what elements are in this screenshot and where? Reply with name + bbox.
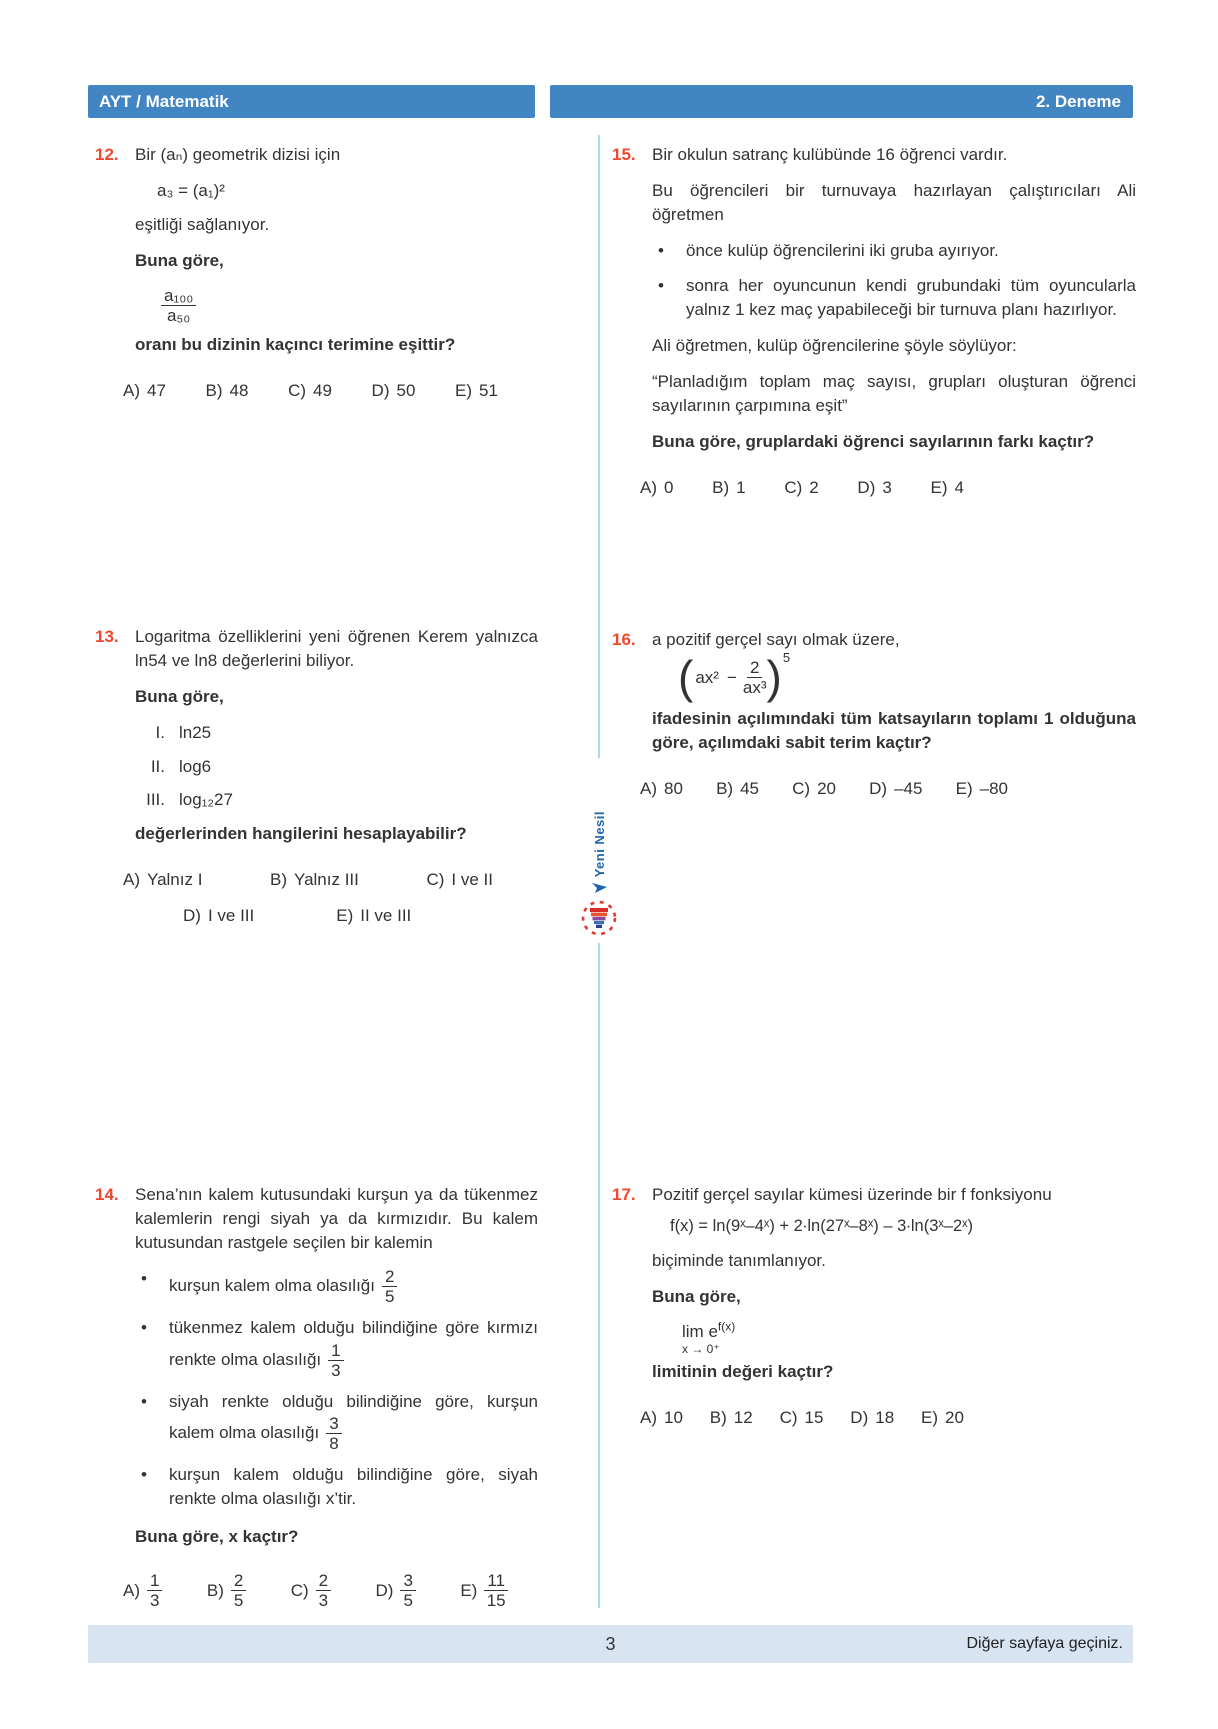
option-b: B) 48: [205, 380, 249, 400]
question-12: [95, 143, 538, 403]
page-number: 3: [605, 1633, 616, 1654]
option-e: E) 11 15: [460, 1571, 508, 1610]
bullet-icon: •: [141, 1269, 147, 1289]
question-13-options-row2: [183, 904, 538, 928]
fraction-denominator: a₅₀: [166, 305, 191, 325]
exam-edition-title: 2. Deneme: [1035, 91, 1121, 111]
option-d: D) 3: [857, 478, 892, 498]
question-17-after-formula: biçiminde tanımlanıyor.: [652, 1250, 826, 1270]
option-b: B) 1: [712, 478, 746, 498]
question-13-number: 13.: [95, 627, 119, 646]
option-a: A) 80: [640, 779, 683, 799]
option-c: C) 20: [792, 779, 836, 799]
question-16-intro: a pozitif gerçel sayı olmak üzere,: [652, 630, 900, 649]
question-13-intro: Logaritma özelliklerini yeni öğrenen Kerem yalnızca ln54 ve ln8 değerlerini biliyor.: [135, 627, 538, 671]
bullet-item-1: • kurşun kalem olma olasılığı $\frac{2}{5}$: [135, 1267, 538, 1306]
question-17-prompt: limitinin değeri kaçtır?: [652, 1362, 834, 1382]
option-e: E) –80: [955, 779, 1008, 799]
option-a: A) 0: [640, 478, 674, 498]
bullet-icon: •: [141, 1391, 147, 1411]
bullet-icon: •: [141, 1318, 147, 1338]
question-15-para2: Bu öğrencileri bir turnuvaya hazırlayan çalıştırıcıları Ali öğretmen: [652, 181, 1136, 225]
close-paren: ): [766, 651, 782, 704]
statement-item-2: II. log6: [150, 756, 212, 776]
question-16-prompt: ifadesinin açılımındaki tüm katsayıların toplamı 1 olduğuna göre, açılımdaki sabit terim kaçtır?: [652, 709, 1136, 753]
statement-item-3: III. log₁₂27: [146, 789, 233, 809]
question-17-formula: f(x) = ln(9ˣ–4ˣ) + 2∙ln(27ˣ–8ˣ) – 3∙ln(3ˣ–2ˣ): [670, 1217, 974, 1236]
question-12-number: 12.: [95, 145, 119, 164]
option-d: D) –45: [869, 779, 923, 799]
question-14: [95, 1183, 538, 1610]
option-b: B) 12: [709, 1408, 753, 1428]
question-17-intro: Pozitif gerçel sayılar kümesi üzerinde bir f fonksiyonu: [652, 1185, 1052, 1204]
question-17-options: [640, 1406, 964, 1430]
question-12-options: [123, 379, 498, 403]
question-16: [612, 628, 1136, 802]
question-12-fraction: [161, 286, 538, 325]
limit-subscript: x → 0⁺: [682, 1342, 720, 1357]
question-15-para3: Ali öğretmen, kulüp öğrencilerine şöyle söylüyor:: [652, 335, 1017, 355]
fraction-numerator: a₁₀₀: [161, 286, 196, 306]
question-12-formula: a₃ = (a₁)²: [157, 181, 225, 201]
header-right-bar: [550, 85, 1133, 118]
option-c: C) 15: [779, 1408, 824, 1428]
yeni-nesil-logo-icon: [580, 881, 618, 943]
bullet-icon: •: [141, 1464, 147, 1484]
question-15-options: [640, 476, 964, 500]
bullet-item-3: • siyah renkte olduğu bilindiğine göre, kurşun kalem olma olasılığı $\frac{3}{8}$: [135, 1390, 538, 1453]
header-left-bar: [88, 85, 535, 118]
question-15: [612, 143, 1136, 500]
question-12-prompt: oranı bu dizinin kaçıncı terimine eşittir?: [135, 334, 456, 354]
question-12-after-formula: eşitliği sağlanıyor.: [135, 215, 270, 235]
power-exponent: 5: [782, 650, 791, 666]
question-14-intro: Sena’nın kalem kutusundaki kurşun ya da tükenmez kalemlerin rengi siyah ya da kırmızıdır. Bu kalem kutusundan rastgele seçilen bir kalemin: [135, 1185, 538, 1253]
option-a: A) 10: [640, 1408, 683, 1428]
option-d: D) I ve III: [183, 906, 255, 925]
question-12-intro: Bir (aₙ) geometrik dizisi için: [135, 145, 341, 164]
question-17-limit-expression: $\lim e^{f(x)}$ x → 0⁺: [682, 1319, 736, 1357]
statement-item-1: I. ln25: [155, 723, 212, 743]
question-17-number: 17.: [612, 1185, 636, 1204]
option-b: B) 2 5: [207, 1571, 246, 1610]
question-17: [612, 1183, 1136, 1431]
question-15-prompt: Buna göre, gruplardaki öğrenci sayılarının farkı kaçtır?: [652, 432, 1095, 452]
option-d: D) 50: [371, 380, 416, 400]
option-c: C) 2: [784, 478, 819, 498]
next-page-note: Diğer sayfaya geçiniz.: [966, 1635, 1123, 1652]
question-14-options: [123, 1571, 508, 1610]
option-e: E) 51: [455, 380, 498, 400]
question-17-lead-in: Buna göre,: [652, 1286, 741, 1306]
option-e: E) II ve III: [336, 906, 412, 925]
question-16-number: 16.: [612, 630, 636, 649]
option-a: A) 1 3: [123, 1571, 162, 1610]
option-c: C) 2 3: [291, 1571, 331, 1610]
option-c: C) I ve II: [426, 869, 493, 889]
question-16-formula: ( ax² − $\frac{2}{\text{ax³}}$ ) 5: [678, 650, 791, 704]
option-e: E) 4: [930, 478, 964, 498]
option-d: D) 3 5: [376, 1571, 416, 1610]
bullet-item-1: • önce kulüp öğrencilerini iki gruba ayırıyor.: [652, 239, 1136, 263]
question-15-number: 15.: [612, 145, 636, 164]
open-paren: (: [678, 651, 694, 704]
option-e: E) 20: [921, 1408, 964, 1428]
option-d: D) 18: [850, 1408, 895, 1428]
question-14-prompt: Buna göre, x kaçtır?: [135, 1527, 299, 1547]
option-b: B) Yalnız III: [270, 869, 359, 889]
option-a: A) Yalnız I: [123, 869, 203, 889]
bullet-icon: •: [658, 275, 664, 295]
question-16-options: [640, 777, 1008, 801]
question-14-number: 14.: [95, 1185, 119, 1204]
question-13-prompt: değerlerinden hangilerini hesaplayabilir?: [135, 823, 467, 843]
question-15-quote: “Planladığım toplam maç sayısı, grupları oluşturan öğrenci sayılarının çarpımına eşit”: [652, 371, 1136, 415]
bullet-item-2: • tükenmez kalem olduğu bilindiğine göre kırmızı renkte olma olasılığı $\frac{1}{3}$: [135, 1316, 538, 1379]
question-12-lead-in: Buna göre,: [135, 251, 224, 271]
bullet-item-2: • sonra her oyuncunun kendi grubundaki tüm oyuncularla yalnız 1 kez maç yapabileceği bir turnuva planı hazırlıyor.: [652, 274, 1136, 322]
question-13: [95, 625, 538, 928]
question-13-lead-in: Buna göre,: [135, 687, 224, 707]
option-c: C) 49: [288, 380, 332, 400]
footer-bar: [88, 1625, 1133, 1663]
publisher-brand-text: Yeni Nesil: [591, 810, 607, 877]
exam-section-title: AYT / Matematik: [99, 91, 229, 111]
bullet-item-4: • kurşun kalem olduğu bilindiğine göre, siyah renkte olma olasılığı x’tir.: [135, 1463, 538, 1511]
option-b: B) 45: [716, 779, 759, 799]
limit-exponent: f(x): [717, 1319, 736, 1334]
option-a: A) 47: [123, 380, 166, 400]
question-15-intro: Bir okulun satranç kulübünde 16 öğrenci vardır.: [652, 145, 1008, 164]
bullet-icon: •: [658, 241, 664, 261]
question-13-options-row1: [123, 868, 493, 892]
